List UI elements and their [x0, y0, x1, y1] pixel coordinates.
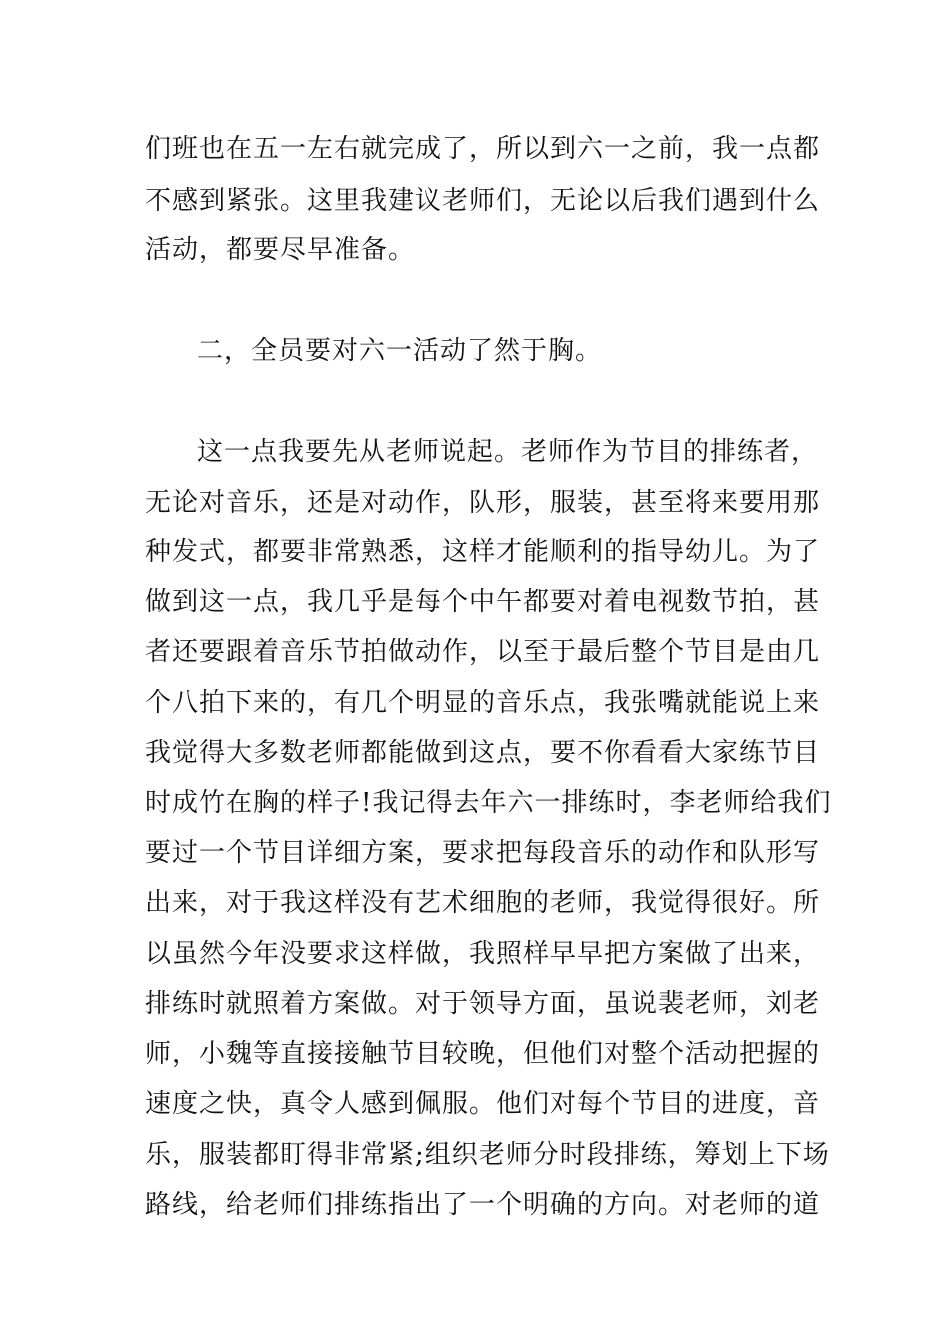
section-heading: 二，全员要对六一活动了然于胸。 — [197, 336, 603, 366]
paragraph-line: 以虽然今年没要求这样做，我照样早早把方案做了出来， — [145, 939, 821, 969]
paragraph-line: 要过一个节目详细方案，要求把每段音乐的动作和队形写 — [145, 838, 821, 868]
paragraph-line: 师，小魏等直接接触节目较晚，但他们对整个活动把握的 — [145, 1039, 821, 1069]
paragraph-line: 个八拍下来的，有几个明显的音乐点，我张嘴就能说上来 — [145, 688, 821, 718]
paragraph-line: 无论对音乐，还是对动作，队形，服装，甚至将来要用那 — [145, 488, 821, 518]
paragraph-line: 做到这一点，我几乎是每个中午都要对着电视数节拍，甚 — [145, 587, 821, 617]
paragraph-line: 时成竹在胸的样子!我记得去年六一排练时，李老师给我们 — [145, 788, 832, 818]
paragraph-line: 速度之快，真令人感到佩服。他们对每个节目的进度，音 — [145, 1089, 821, 1119]
paragraph-line: 路线，给老师们排练指出了一个明确的方向。对老师的道 — [145, 1190, 821, 1220]
paragraph-line: 种发式，都要非常熟悉，这样才能顺利的指导幼儿。为了 — [145, 537, 821, 567]
paragraph-line: 者还要跟着音乐节拍做动作，以至于最后整个节目是由几 — [145, 637, 821, 667]
paragraph-line: 出来，对于我这样没有艺术细胞的老师，我觉得很好。所 — [145, 888, 821, 918]
paragraph-line: 我觉得大多数老师都能做到这点，要不你看看大家练节目 — [145, 738, 821, 768]
paragraph-line: 这一点我要先从老师说起。老师作为节目的排练者， — [197, 437, 819, 467]
paragraph-line: 不感到紧张。这里我建议老师们，无论以后我们遇到什么 — [145, 186, 821, 216]
paragraph-line: 们班也在五一左右就完成了，所以到六一之前，我一点都 — [145, 134, 821, 164]
paragraph-line: 排练时就照着方案做。对于领导方面，虽说裴老师，刘老 — [145, 989, 821, 1019]
paragraph-line: 乐，服装都盯得非常紧;组织老师分时段排练，筹划上下场 — [145, 1140, 830, 1170]
paragraph-line: 活动，都要尽早准备。 — [145, 235, 416, 265]
